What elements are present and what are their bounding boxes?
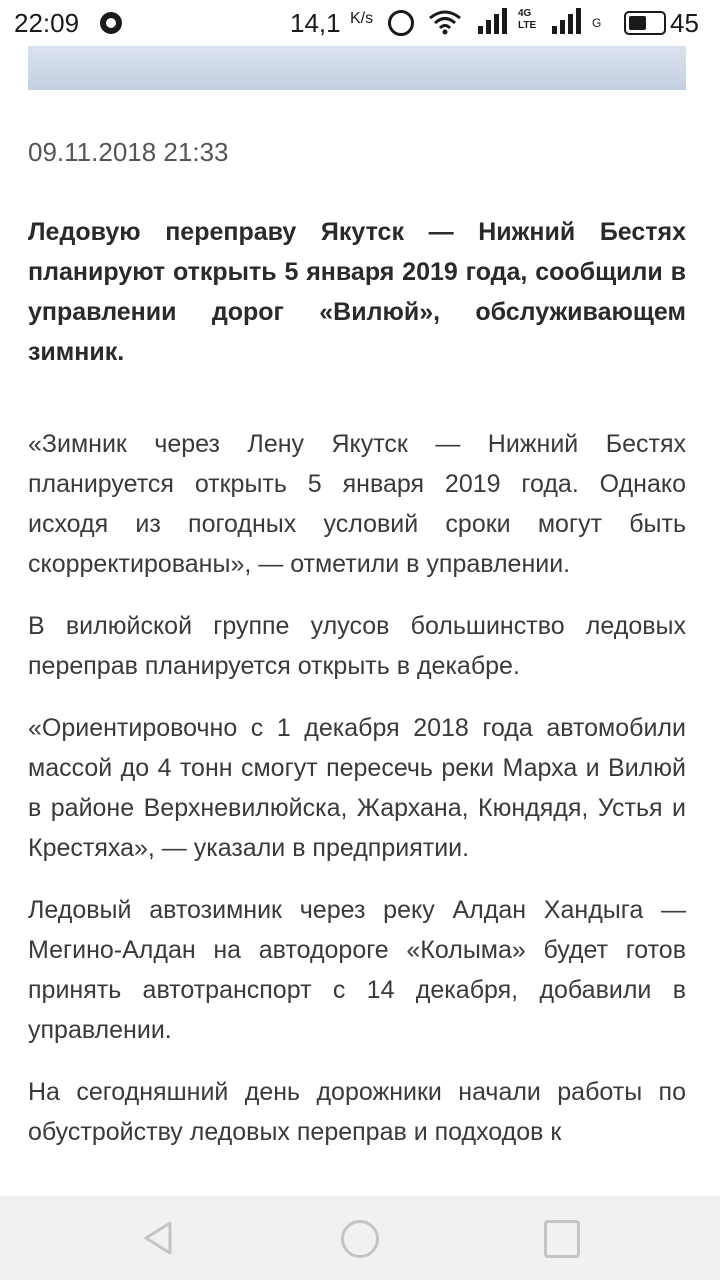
signal-strength-sim2-icon: [552, 8, 582, 34]
signal-strength-icon: [478, 8, 508, 34]
network-speed-unit: K/s: [350, 10, 374, 27]
article-paragraph: Ледовый автозимник через реку Алдан Хандыга — Мегино-Алдан на автодороге «Колыма» будет готов принять автотранспорт с 14 декабря, добавили в управлении.: [28, 896, 686, 1044]
article-paragraph: В вилюйской группе улусов большинство ледовых переправ планируется открыть в декабре.: [28, 612, 686, 680]
home-circle-icon[interactable]: [341, 1220, 379, 1258]
article-paragraph: На сегодняшний день дорожники начали работы по обустройству ледовых переправ и подходов к: [28, 1078, 686, 1146]
alarm-icon: [388, 10, 414, 36]
system-navigation-bar: [0, 1196, 720, 1280]
article-paragraph: «Ориентировочно с 1 декабря 2018 года автомобили массой до 4 тонн смогут пересечь реки Марха и Вилюй в районе Верхневилюйска, Жархана, Кюндядя, Устья и Крестяха», — указали в предприятии.: [28, 714, 686, 862]
back-triangle-icon[interactable]: [138, 1218, 178, 1258]
wifi-icon: [428, 8, 462, 36]
article-lead: Ледовую переправу Якутск — Нижний Бестях планируют открыть 5 января 2019 года, сообщили в управлении дорог «Вилюй», обслуживающем зимник.: [28, 218, 686, 366]
battery-icon: [624, 11, 666, 35]
battery-fill: [629, 16, 646, 30]
network-speed: 14,1: [290, 8, 341, 38]
recent-square-icon[interactable]: [544, 1220, 580, 1258]
article-date: 09.11.2018 21:33: [28, 137, 229, 167]
article-body: [28, 120, 686, 1152]
status-time: 22:09: [14, 8, 80, 38]
sim2-network-type: G: [592, 16, 602, 30]
network-type-label: [518, 8, 536, 32]
battery-level: 45: [670, 8, 699, 38]
article-paragraph: «Зимник через Лену Якутск — Нижний Бестях планируется открыть 5 января 2019 года. Однако исходя из погодных условий сроки могут быть скорректированы», — отметили в управлении.: [28, 430, 686, 578]
network-type-top: 4G: [518, 8, 532, 19]
whatsapp-notification-icon: [100, 12, 122, 34]
network-type-bottom: LTE: [518, 20, 537, 31]
status-bar: [0, 0, 720, 46]
